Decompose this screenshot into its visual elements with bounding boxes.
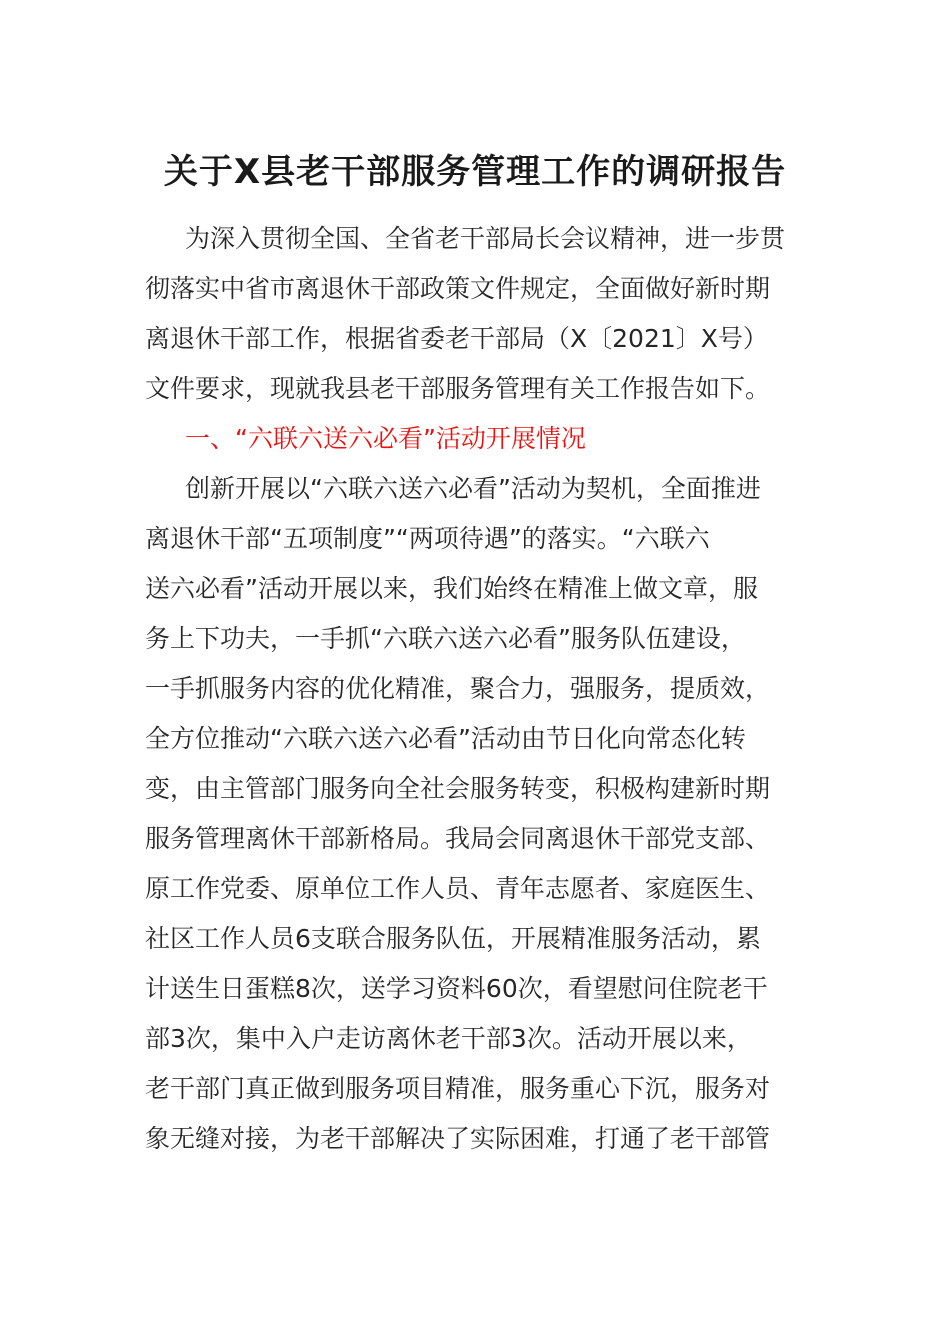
paragraph-line: 一手抓服务内容的优化精准，聚合力，强服务，提质效， [145,674,771,703]
paragraph-line: 送六必看”活动开展以来，我们始终在精准上做文章，服 [145,574,758,603]
paragraph-line: 全方位推动“六联六送六必看”活动由节日化向常态化转 [145,724,746,753]
paragraph-line: 服务管理离休干部新格局。我局会同离退休干部党支部、 [145,824,771,853]
paragraph-line: 社区工作人员6支联合服务队伍，开展精准服务活动，累 [145,924,761,953]
paragraph-line: 部3次，集中入户走访离休老干部3次。活动开展以来， [145,1024,752,1053]
paragraph-line: 离退休干部工作，根据省委老干部局（X〔2021〕X号） [145,324,768,353]
paragraph-line: 变，由主管部门服务向全社会服务转变，积极构建新时期 [145,774,771,803]
paragraph-line: 计送生日蛋糕8次，送学习资料60次，看望慰问住院老干 [145,974,768,1003]
paragraph-line: 创新开展以“六联六送六必看”活动为契机，全面推进 [185,474,761,503]
paragraph-line: 文件要求，现就我县老干部服务管理有关工作报告如下。 [145,374,771,403]
section-heading: 一、“六联六送六必看”活动开展情况 [185,424,586,453]
paragraph-line: 务上下功夫，一手抓“六联六送六必看”服务队伍建设， [145,624,746,653]
paragraph-line: 离退休干部“五项制度”“两项待遇”的落实。“六联六 [145,524,710,553]
document-title: 关于X县老干部服务管理工作的调研报告 [163,152,787,192]
paragraph-line: 原工作党委、原单位工作人员、青年志愿者、家庭医生、 [145,874,771,903]
paragraph-line: 老干部门真正做到服务项目精准，服务重心下沉，服务对 [145,1074,771,1103]
paragraph-line: 彻落实中省市离退休干部政策文件规定，全面做好新时期 [145,274,771,303]
paragraph-line: 为深入贯彻全国、全省老干部局长会议精神，进一步贯 [185,224,786,253]
paragraph-line: 象无缝对接，为老干部解决了实际困难，打通了老干部管 [145,1124,771,1153]
